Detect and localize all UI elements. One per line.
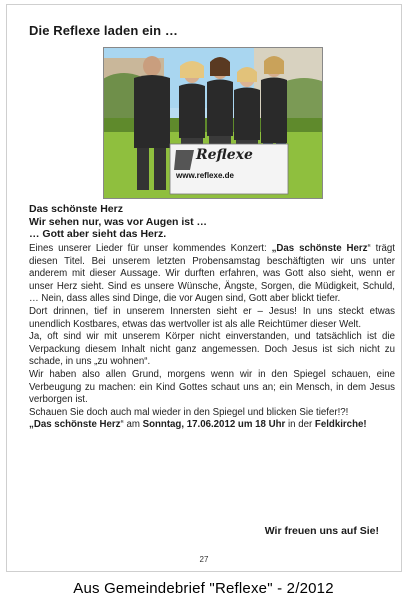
article-body [29,243,395,432]
subheading-line-1: Das schönste Herz [29,203,123,215]
article-heading: Die Reflexe laden ein … [29,23,178,38]
closing-line: Wir freuen uns auf Sie! [264,525,379,537]
reflexe-logo [170,144,288,180]
paragraph-4: Wir haben also allen Grund, morgens wenn wir in den Spiegel schauen, eine Verbeugung zu machen: ein Kind Gottes schaut uns an; ein Mensch, in dem Jesus verborgen ist. [29,368,395,406]
song-title-2: „Das schönste Herz [29,419,121,431]
concert-date: Sonntag, 17.06.2012 um 18 Uhr [142,419,286,431]
source-caption: Aus Gemeindebrief "Reflexe" - 2/2012 [73,580,334,597]
article-subheading [29,203,389,241]
paragraph-1 [29,243,395,306]
subheading-line-2: Wir sehen nur, was vor Augen ist … [29,215,208,228]
logo-brand-text: Reflexe [196,147,253,163]
paragraph-2: Dort drinnen, tief in unserem Innersten sieht er – Jesus! In uns steckt etwas unendlich Kostbares, etwas das wertvoller ist als alle Reichtümer dieser Welt. [29,305,395,330]
newsletter-page [6,4,402,572]
paragraph-5: Schauen Sie doch auch mal wieder in den Spiegel und blicken Sie tiefer!?! [29,406,349,418]
song-title-1: „Das schönste Herz [271,243,368,254]
concert-venue: Feldkirche! [314,419,367,431]
group-photo [103,47,323,199]
paragraph-6-text-d: in der [285,419,315,431]
page-number: 27 [199,555,209,564]
logo-url-text: www.reflexe.de [176,171,234,180]
paragraph-6 [29,419,395,432]
paragraph-1-text-c: “ trägt diesen Titel. Bei unserem letzten Probensamstag beschäftigten wir uns unter anderem mit dieser Aussage. Wir durften erfahren, was Gott also sieht, wenn er unser Herz sieht. Sind es unsere Wünsche, Ängste, Sorgen, die Müdigkeit, Schuld, … Nein, dass alles sind Dinge, die vor Augen sind, Gott aber blickt tiefer. [29,243,395,305]
paragraph-3: Ja, oft sind wir mit unserem Körper nicht einverstanden, und tatsächlich ist die Verpackung diesem Inhalt nicht ganz angemessen. Doch Jesus ist sich nicht zu schade, in uns „zu wohnen“. [29,331,395,368]
paragraph-1-text-a: Eines unserer Lieder für unser kommendes Konzert: [29,243,272,254]
subheading-line-3: … Gott aber sieht das Herz. [29,228,167,240]
paragraph-6-text-b: “ am [120,419,143,431]
